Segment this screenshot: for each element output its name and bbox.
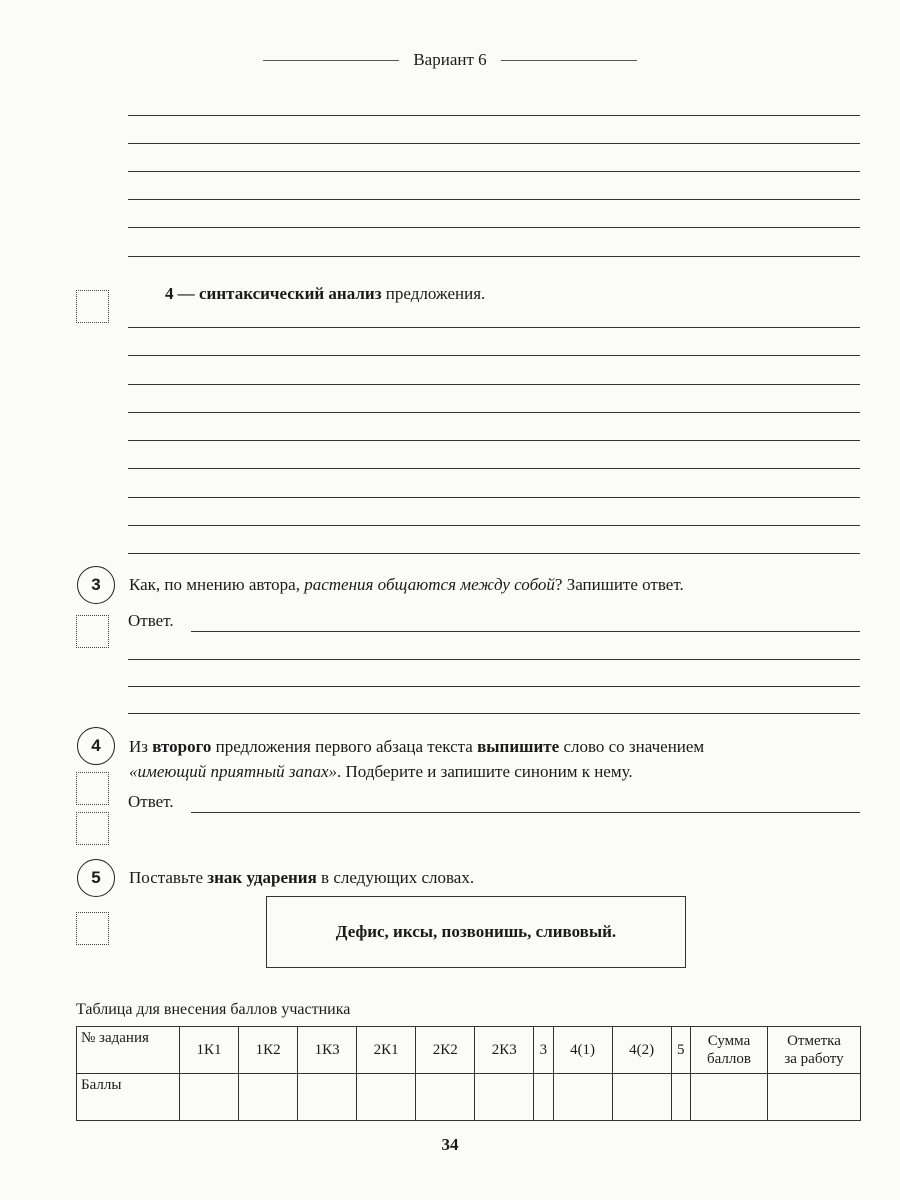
score-col-mark bbox=[768, 1027, 861, 1074]
task3-answer-line[interactable] bbox=[191, 631, 860, 632]
score-box-task4-1[interactable] bbox=[76, 772, 109, 805]
task4-answer-row[interactable] bbox=[128, 792, 860, 816]
task4-number: 4 bbox=[77, 727, 115, 765]
task3-q-before: Как, по мнению автора, bbox=[129, 575, 305, 594]
score-table-row2-label: Баллы bbox=[77, 1074, 180, 1121]
mark-line1: Отметка bbox=[787, 1033, 841, 1049]
task3-question bbox=[129, 573, 684, 597]
task3-answer-label: Ответ. bbox=[128, 611, 174, 630]
task4-l2-italic: «имеющий приятный запах» bbox=[129, 762, 338, 781]
task2-part4-prefix: 4 — синтаксический анализ bbox=[165, 284, 382, 303]
score-table-caption: Таблица для внесения баллов участника bbox=[76, 1001, 351, 1018]
score-table-header-row bbox=[77, 1027, 861, 1074]
score-box-task5[interactable] bbox=[76, 912, 109, 945]
task5-words: Дефис, иксы, позвонишь, сливовый. bbox=[335, 922, 617, 941]
score-col-header: 5 bbox=[671, 1027, 690, 1074]
score-col-header: 4(2) bbox=[612, 1027, 671, 1074]
score-col-sum bbox=[691, 1027, 768, 1074]
score-cell[interactable] bbox=[475, 1074, 534, 1121]
task5-q-a: Поставьте bbox=[129, 868, 208, 887]
task2-part4-text bbox=[165, 282, 485, 306]
task4-l1b: второго bbox=[152, 737, 212, 756]
task3-q-after: ? Запишите ответ. bbox=[554, 575, 684, 594]
task4-l1d: выпишите bbox=[477, 737, 560, 756]
score-col-header: 1К2 bbox=[239, 1027, 298, 1074]
score-cell[interactable] bbox=[416, 1074, 475, 1121]
score-cell[interactable] bbox=[612, 1074, 671, 1121]
variant-title: Вариант 6 bbox=[413, 50, 487, 69]
task2-part4-suffix: предложения. bbox=[381, 284, 486, 303]
score-cell[interactable] bbox=[180, 1074, 239, 1121]
score-col-header: 2К3 bbox=[475, 1027, 534, 1074]
task5-question bbox=[129, 866, 474, 890]
page-header bbox=[0, 48, 900, 72]
score-cell[interactable] bbox=[553, 1074, 612, 1121]
score-cell[interactable] bbox=[357, 1074, 416, 1121]
task5-word-box bbox=[266, 896, 686, 968]
score-col-header: 1К3 bbox=[298, 1027, 357, 1074]
header-rule-left bbox=[263, 60, 399, 61]
task4-l1c: предложения первого абзаца текста bbox=[211, 737, 478, 756]
score-cell-mark[interactable] bbox=[768, 1074, 861, 1121]
task4-question-line1 bbox=[129, 735, 704, 759]
score-col-header: 2К1 bbox=[357, 1027, 416, 1074]
score-cell[interactable] bbox=[671, 1074, 690, 1121]
task3-answer-row[interactable] bbox=[128, 611, 860, 635]
task5-q-b: знак ударения bbox=[207, 868, 317, 887]
sum-line2: баллов bbox=[707, 1051, 751, 1067]
score-cell[interactable] bbox=[298, 1074, 357, 1121]
score-table bbox=[76, 1026, 861, 1121]
score-col-header: 4(1) bbox=[553, 1027, 612, 1074]
score-box-task2-4[interactable] bbox=[76, 290, 109, 323]
score-cell-sum[interactable] bbox=[691, 1074, 768, 1121]
score-table-values-row bbox=[77, 1074, 861, 1121]
task5-q-c: в следующих словах. bbox=[316, 868, 475, 887]
score-box-task3[interactable] bbox=[76, 615, 109, 648]
header-rule-right bbox=[501, 60, 637, 61]
score-cell[interactable] bbox=[534, 1074, 553, 1121]
task4-l2-rest: . Подберите и запишите синоним к нему. bbox=[337, 762, 633, 781]
task4-l1e: слово со значением bbox=[559, 737, 705, 756]
task4-question-line2 bbox=[129, 760, 633, 784]
score-cell[interactable] bbox=[239, 1074, 298, 1121]
task4-answer-line[interactable] bbox=[191, 812, 860, 813]
sum-line1: Сумма bbox=[707, 1033, 751, 1049]
task4-answer-label: Ответ. bbox=[128, 792, 174, 811]
score-col-header: 3 bbox=[534, 1027, 553, 1074]
task4-l1a: Из bbox=[129, 737, 153, 756]
page-number: 34 bbox=[441, 1135, 459, 1154]
task3-q-italic: растения общаются между собой bbox=[304, 575, 555, 594]
task3-number: 3 bbox=[77, 566, 115, 604]
mark-line2: за работу bbox=[784, 1051, 844, 1067]
score-col-header: 1К1 bbox=[180, 1027, 239, 1074]
score-table-row1-label: № задания bbox=[77, 1027, 180, 1074]
task5-number: 5 bbox=[77, 859, 115, 897]
score-col-header: 2К2 bbox=[416, 1027, 475, 1074]
score-box-task4-2[interactable] bbox=[76, 812, 109, 845]
